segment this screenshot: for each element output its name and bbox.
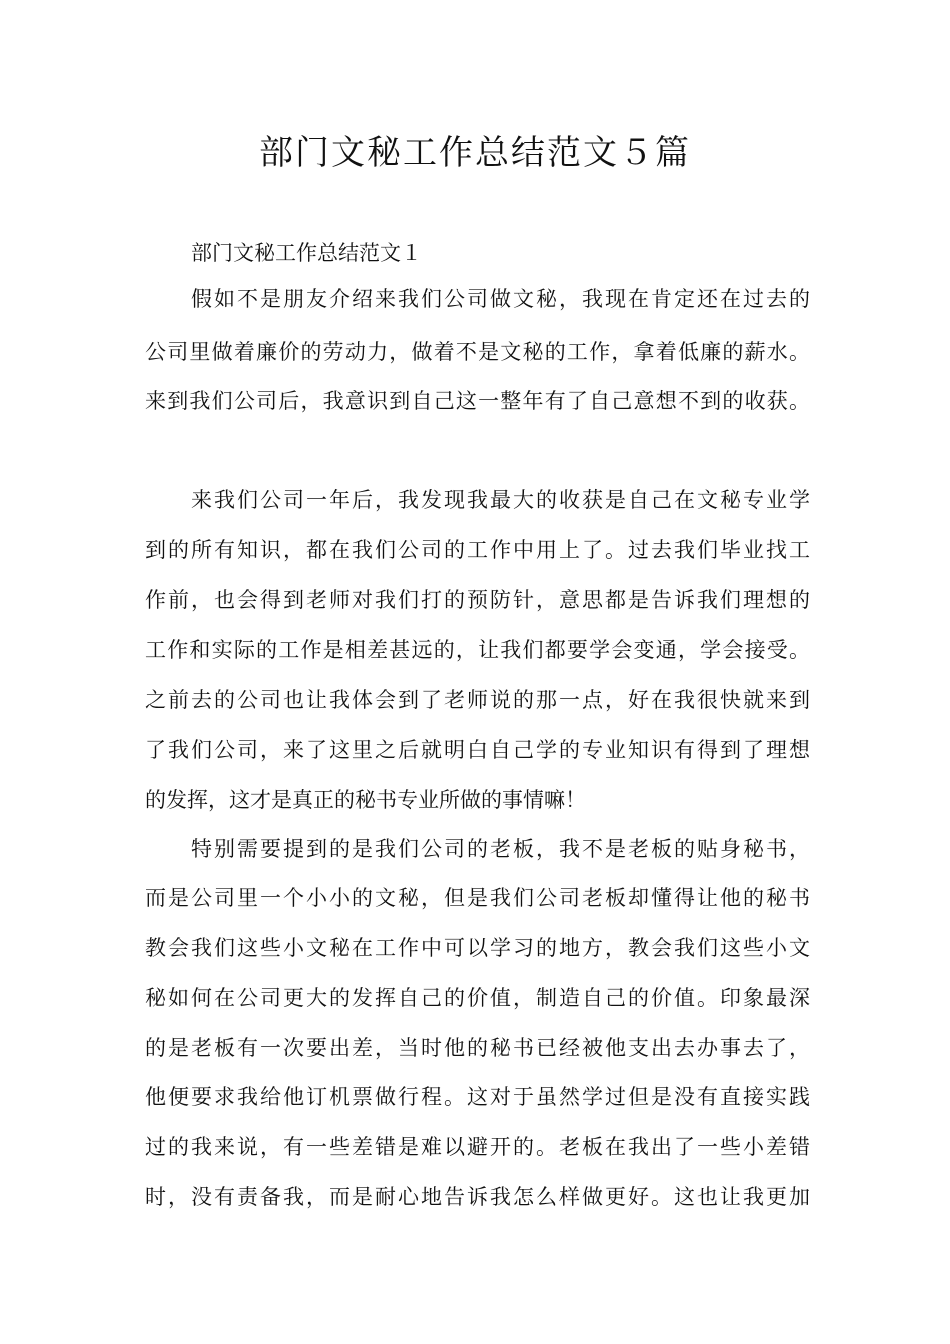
paragraph-2-line-1: 来我们公司一年后，我发现我最大的收获是自己在文秘专业学 bbox=[191, 488, 810, 512]
paragraph-2-line-4: 工作和实际的工作是相差甚远的，让我们都要学会变通，学会接受。 bbox=[145, 638, 810, 662]
paragraph-2-line-3: 作前，也会得到老师对我们打的预防针，意思都是告诉我们理想的 bbox=[145, 588, 810, 612]
paragraph-3-line-5: 的是老板有一次要出差，当时他的秘书已经被他支出去办事去了， bbox=[145, 1036, 810, 1060]
document-title: 部门文秘工作总结范文５篇 bbox=[259, 133, 691, 173]
paragraph-2-line-7: 的发挥，这才是真正的秘书专业所做的事情嘛！ bbox=[145, 788, 586, 812]
paragraph-3-line-7: 过的我来说，有一些差错是难以避开的。老板在我出了一些小差错 bbox=[145, 1135, 810, 1159]
paragraph-2-line-6: 了我们公司，来了这里之后就明白自己学的专业知识有得到了理想 bbox=[145, 738, 810, 762]
paragraph-1-line-1: 假如不是朋友介绍来我们公司做文秘，我现在肯定还在过去的 bbox=[191, 287, 810, 311]
paragraph-2-line-5: 之前去的公司也让我体会到了老师说的那一点，好在我很快就来到 bbox=[145, 688, 810, 712]
paragraph-3-line-8: 时，没有责备我，而是耐心地告诉我怎么样做更好。这也让我更加 bbox=[145, 1185, 810, 1209]
section-heading: 部门文秘工作总结范文１ bbox=[191, 241, 422, 265]
paragraph-2-line-2: 到的所有知识，都在我们公司的工作中用上了。过去我们毕业找工 bbox=[145, 538, 810, 562]
paragraph-3-line-6: 他便要求我给他订机票做行程。这对于虽然学过但是没有直接实践 bbox=[145, 1085, 810, 1109]
paragraph-3-line-4: 秘如何在公司更大的发挥自己的价值，制造自己的价值。印象最深 bbox=[145, 986, 810, 1010]
paragraph-3-line-2: 而是公司里一个小小的文秘，但是我们公司老板却懂得让他的秘书 bbox=[145, 886, 810, 910]
paragraph-1-line-3: 来到我们公司后，我意识到自己这一整年有了自己意想不到的收获。 bbox=[145, 389, 810, 413]
paragraph-3-line-1: 特别需要提到的是我们公司的老板，我不是老板的贴身秘书， bbox=[191, 837, 810, 861]
paragraph-3-line-3: 教会我们这些小文秘在工作中可以学习的地方，教会我们这些小文 bbox=[145, 936, 810, 960]
paragraph-1-line-2: 公司里做着廉价的劳动力，做着不是文秘的工作，拿着低廉的薪水。 bbox=[145, 340, 810, 364]
